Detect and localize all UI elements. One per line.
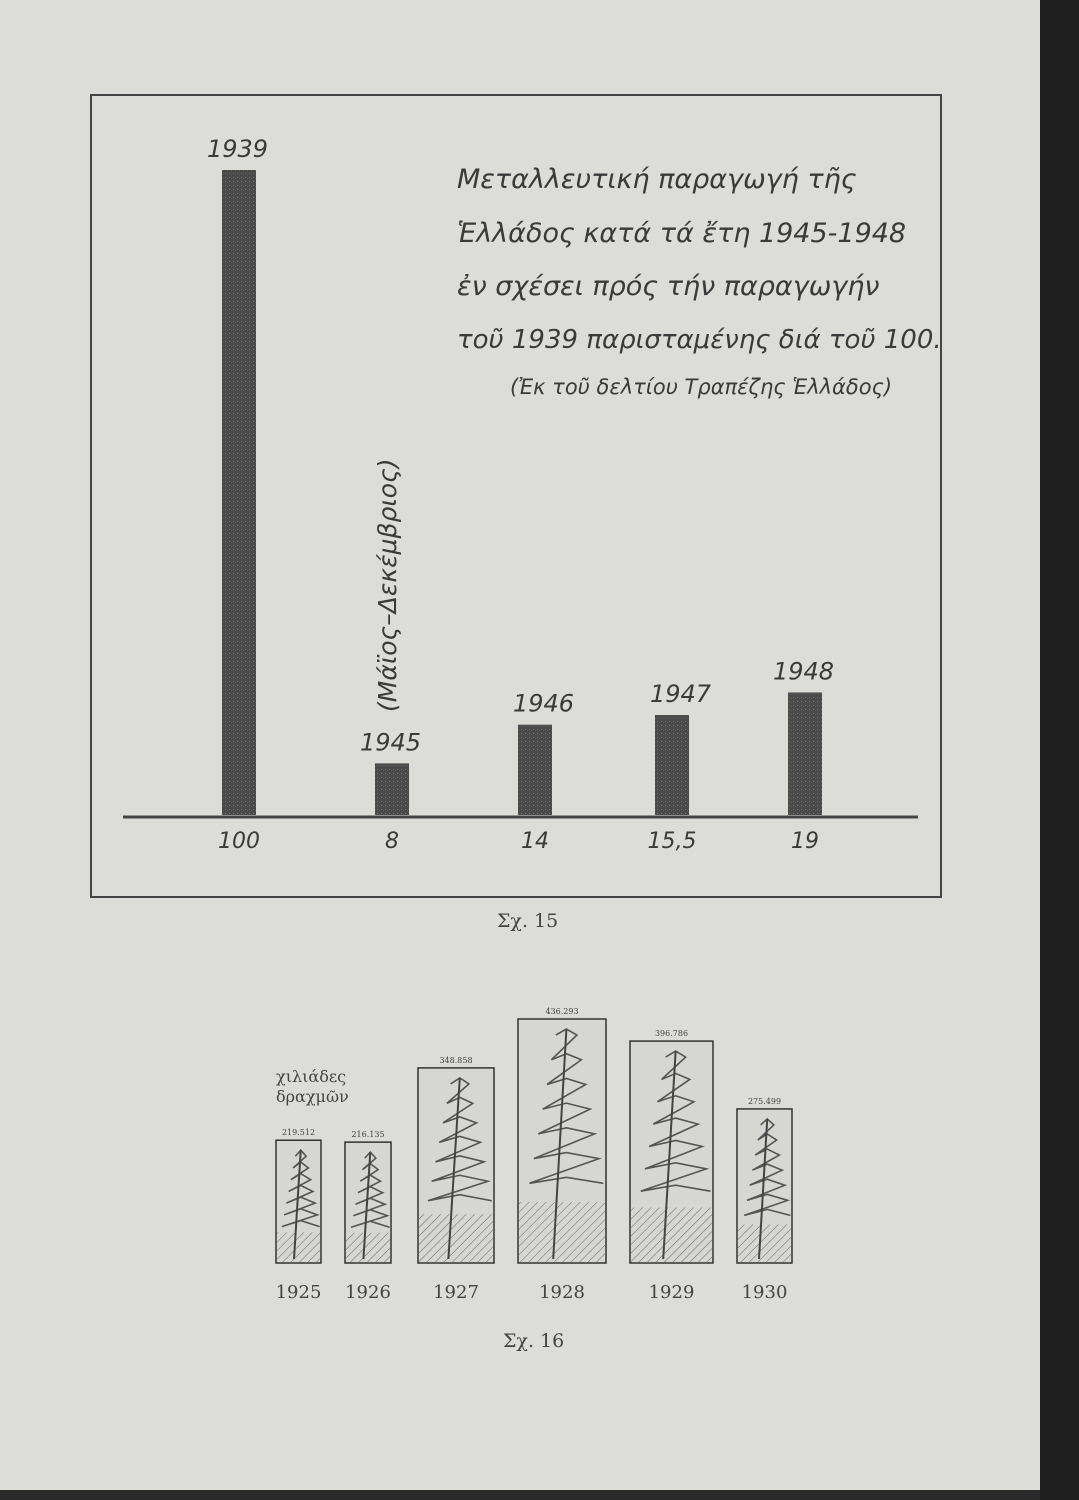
bar-ground-hatch-1925 [277,1232,320,1262]
figure-15-caption: Σχ. 15 [497,910,559,932]
bar-year-label-1947: 1947 [650,680,712,709]
bar-ground-hatch-1927 [419,1214,493,1262]
figure-16-unit-line-1: χιλιάδες [276,1067,347,1086]
figure-15-title-line-2: Ἑλλάδος κατά τά ἔτη 1945-1948 [457,218,907,249]
figure-16-caption: Σχ. 16 [503,1330,565,1352]
bar-value-label-1927: 348.858 [439,1055,473,1065]
figure-15-source: (Ἐκ τοῦ δελτίου Τραπέζης Ἑλλάδος) [510,375,893,399]
figure-15-rotated-note: (Μάϊος–Δεκέμβριος) [373,458,402,712]
bar-value-label-1939: 100 [218,829,260,854]
bar-year-label-1948: 1948 [773,657,835,686]
bar-year-label-1946: 1946 [513,689,575,718]
page-edge-shadow [1040,0,1079,1500]
bar-year-label-1929: 1929 [648,1282,695,1303]
bar-value-label-1930: 275.499 [747,1096,782,1106]
bar-value-label-1929: 396.786 [654,1029,689,1039]
figure-15-title-line-1: Μεταλλευτική παραγωγή τῆς [457,164,857,195]
bar-value-label-1947: 15,5 [647,829,697,854]
figure-15-title-line-4: τοῦ 1939 παρισταμένης διά τοῦ 100. [457,325,942,355]
bar-value-label-1948: 19 [791,829,819,854]
bar-year-label-1927: 1927 [433,1282,479,1303]
bar-value-label-1945: 8 [385,829,399,854]
bar-year-label-1926: 1926 [345,1282,391,1303]
figure-16-unit-line-2: δραχμῶν [276,1087,349,1106]
bar-value-label-1925: 219.512 [281,1128,316,1138]
bar-year-label-1925: 1925 [275,1282,322,1303]
bar-ground-hatch-1926 [346,1233,390,1262]
bar-value-label-1926: 216.135 [351,1130,385,1140]
bar-value-label-1928: 436.293 [545,1007,579,1016]
bar-ground-hatch-1928 [519,1202,605,1262]
bar-ground-hatch-1929 [631,1208,712,1262]
figure-15-title-line-3: ἐν σχέσει πρός τήν παραγωγήν [457,271,880,302]
bar-year-label-1930: 1930 [741,1282,788,1303]
bar-ground-hatch-1930 [738,1224,791,1262]
bar-year-label-1945: 1945 [360,728,422,757]
bar-value-label-1946: 14 [521,829,549,854]
bar-year-label-1928: 1928 [539,1282,585,1303]
bar-year-label-1939: 1939 [207,135,269,163]
